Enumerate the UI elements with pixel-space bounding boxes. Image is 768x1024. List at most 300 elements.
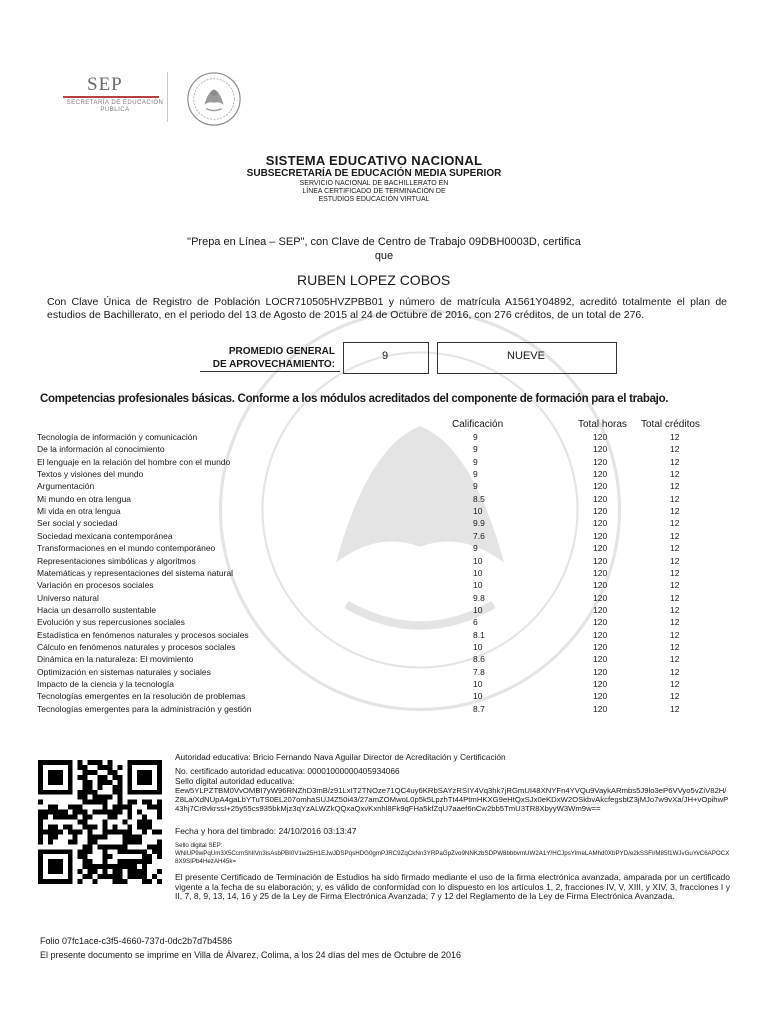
qr-module [88,869,93,874]
qr-module [147,879,152,884]
qr-module [137,839,142,844]
subject-credits: 12 [670,506,680,517]
qr-module [117,859,122,864]
qr-module [107,874,112,879]
qr-module [112,815,117,820]
subject-hours: 120 [593,469,608,480]
qr-module [68,815,73,820]
qr-module [73,829,78,834]
table-row [0,556,768,568]
qr-module [38,815,43,820]
sello-digital-text: Eew5YLPZTBM0VvOMBI7yW96RNZhD3mB/z91LxIT2TNOze71QC4uy6KRbSAYzRSIY4Vq3hk7jRGmUI48XNYFn4YVQu9VaykARmbs5J9lo3eP6VVyo5vZiV82H/Z8La/XdNUpA4gaLbYTuTS0EL207omhaSUJ4Z50i43/27amZOMwoL0p5k5LpzhTt44PtmHKXG9eHtQxSJx0eKDxW2OSkbvAkcfegsbtZ3jMJo7w9vXa/JH+vOpihwP43hj7Cr8vkrssI+25y55cs935bkMjz3qYzALWZkQQxaQxvKxnhl8Fk9qFHa5kfZqU7aaef6nCw2bb5TmU3TR8XbyyW3Wm9w== [175,786,729,813]
subject-name: Impacto de la ciencia y la tecnología [37,679,175,689]
table-row [0,704,768,716]
subject-name: Evolución y sus repercusiones sociales [37,617,185,628]
qr-module [78,805,83,810]
national-seal-icon [185,70,243,128]
qr-module [122,820,127,825]
qr-finder [137,770,152,785]
qr-module [88,864,93,869]
qr-module [78,760,83,765]
qr-module [127,805,132,810]
qr-module [132,859,137,864]
qr-module [112,824,117,829]
qr-module [102,820,107,825]
qr-module [38,824,43,829]
qr-module [142,859,147,864]
qr-module [142,824,147,829]
subject-name: Textos y visiones del mundo [37,469,144,480]
table-row [0,630,768,642]
qr-module [122,849,127,854]
table-row [0,667,768,679]
qr-module [68,824,73,829]
subject-name: Universo natural [37,592,99,603]
subject-hours: 120 [593,432,608,442]
qr-module [53,824,58,829]
qr-module [43,810,48,815]
qr-module [152,844,157,849]
qr-module [137,810,142,815]
qr-module [38,829,43,834]
subject-grade: 8.5 [473,493,485,504]
subject-credits: 12 [670,580,680,591]
qr-module [142,849,147,854]
qr-module [117,844,122,849]
qr-module [83,780,88,785]
average-words: NUEVE [507,350,545,362]
subject-name: Cálculo en fenómenos naturales y procesos sociales [37,641,236,652]
subject-name: Mi vida en otra lengua [37,506,121,517]
qr-module [68,839,73,844]
qr-module [117,810,122,815]
subject-grade: 6 [473,617,478,628]
qr-module [117,805,122,810]
qr-module [127,834,132,839]
qr-module [93,760,98,765]
qr-module [78,829,83,834]
certification-que: que [374,250,394,262]
qr-module [117,874,122,879]
qr-module [83,824,88,829]
subject-grade: 9 [473,481,478,492]
qr-module [93,864,98,869]
qr-module [107,795,112,800]
average-value: 9 [381,350,389,362]
qr-module [137,859,142,864]
qr-module [98,864,103,869]
qr-module [58,829,63,834]
document-subtitle: SUBSECRETARÍA DE EDUCACIÓN MEDIA SUPERIOR [246,168,502,179]
qr-module [137,820,142,825]
table-row [0,691,768,703]
qr-module [112,829,117,834]
subject-name: Optimización en sistemas naturales y sociales [37,666,211,677]
subject-grade: 9 [473,543,478,554]
qr-module [112,775,117,780]
qr-code [38,760,162,884]
subject-name: Sociedad mexicana contemporánea [37,530,173,541]
qr-module [73,834,78,839]
qr-module [83,820,88,825]
qr-module [63,824,68,829]
qr-module [48,810,53,815]
subject-hours: 120 [593,629,608,640]
subject-credits: 12 [670,567,680,578]
subject-grade: 7.8 [473,666,485,677]
subject-grade: 10 [473,506,483,517]
qr-module [137,824,142,829]
subject-hours: 120 [593,654,608,665]
qr-module [102,780,107,785]
subject-hours: 120 [593,518,608,529]
qr-module [102,869,107,874]
subject-grade: 10 [473,641,483,652]
print-location: El presente documento se imprime en Villa de Álvarez, Colima, a los 24 días del mes de Octubre de 2016 [40,950,462,960]
subject-hours: 120 [593,604,608,615]
subject-credits: 12 [670,654,680,665]
qr-module [93,770,98,775]
subject-name: Variación en procesos sociales [37,580,154,591]
qr-module [122,879,127,884]
qr-module [93,869,98,874]
subject-name: Representaciones simbólicas y algoritmos [37,555,196,566]
subject-credits: 12 [670,641,680,652]
qr-module [93,879,98,884]
subject-name: Matemáticas y representaciones del sistema natural [37,567,234,578]
qr-module [122,859,127,864]
qr-module [73,805,78,810]
qr-module [117,829,122,834]
qr-module [93,839,98,844]
qr-module [142,874,147,879]
competencias-heading: Competencias profesionales básicas. Conforme a los módulos acreditados del componente de formación para el trabajo. [40,393,669,405]
qr-module [78,869,83,874]
qr-module [78,854,83,859]
average-label [200,345,335,371]
qr-module [127,874,132,879]
qr-module [157,844,162,849]
qr-module [117,864,122,869]
qr-module [98,810,103,815]
qr-module [83,800,88,805]
qr-module [127,864,132,869]
table-row [0,531,768,543]
document-title: SISTEMA EDUCATIVO NACIONAL [265,153,483,168]
qr-module [88,839,93,844]
qr-module [122,839,127,844]
qr-module [127,815,132,820]
subject-grade: 7.6 [473,530,485,541]
sep-logo-subtitle: SECRETARÍA DE EDUCACIÓN PÚBLICA [66,100,164,113]
legal-notice: El presente Certificado de Terminación de Estudios ha sido firmado mediante el uso de la firma electrónica avanzada, amparada por un certificado vigente a la fecha de su elaboración; y, es válido de conformidad con lo dispuesto en los artículos 1, 2, fracciones IV, V, XIII, y XIV, 3, fracciones I y II, 7, 8, 9, 13, 14, 16 y 25 de la Ley de Firma Electrónica Avanzada; 7 y 12 del Reglamento de la Ley de Firma Electrónica Avanzada. [175,872,730,901]
subject-name: Tecnologías emergentes para la administración y gestión [37,703,252,714]
subject-credits: 12 [670,617,680,628]
qr-module [63,815,68,820]
qr-module [157,839,162,844]
qr-module [98,800,103,805]
subject-grade: 9 [473,456,478,467]
qr-module [117,849,122,854]
service-lines [0,180,758,204]
qr-module [83,770,88,775]
qr-module [98,765,103,770]
subject-grade: 10 [473,604,483,615]
qr-module [147,800,152,805]
qr-module [132,869,137,874]
qr-module [157,829,162,834]
subject-hours: 120 [593,493,608,504]
subject-hours: 120 [593,456,608,467]
subject-credits: 12 [670,629,680,640]
qr-module [83,795,88,800]
qr-module [83,815,88,820]
subject-credits: 12 [670,530,680,541]
sep-logo-bar [63,96,159,98]
qr-module [127,800,132,805]
subject-hours: 120 [593,506,608,517]
qr-module [73,839,78,844]
qr-module [78,765,83,770]
timbrado-date: Fecha y hora del timbrado: 24/10/2016 03:13:47 [175,826,357,836]
qr-module [83,785,88,790]
qr-module [88,815,93,820]
qr-module [102,810,107,815]
qr-module [137,834,142,839]
qr-module [88,800,93,805]
subject-grade: 9.9 [473,518,485,529]
qr-module [142,864,147,869]
qr-module [127,869,132,874]
table-row [0,679,768,691]
subject-hours: 120 [593,641,608,652]
qr-module [117,790,122,795]
qr-module [122,864,127,869]
qr-module [83,765,88,770]
qr-module [88,770,93,775]
qr-module [83,864,88,869]
qr-module [73,815,78,820]
qr-module [83,790,88,795]
subject-credits: 12 [670,469,680,480]
qr-module [132,839,137,844]
subject-grade: 9 [473,469,478,480]
qr-module [78,820,83,825]
qr-module [88,790,93,795]
subject-hours: 120 [593,666,608,677]
qr-module [157,800,162,805]
header-calificacion: Calificación [452,419,504,430]
qr-finder [48,859,63,874]
qr-module [43,815,48,820]
subject-hours: 120 [593,543,608,554]
qr-module [43,829,48,834]
qr-module [98,775,103,780]
qr-module [112,770,117,775]
qr-module [102,829,107,834]
average-label-line: DE APROVECHAMIENTO: [212,359,335,370]
sep-logo [55,72,165,122]
qr-module [93,824,98,829]
qr-module [88,844,93,849]
qr-module [78,810,83,815]
qr-module [127,810,132,815]
qr-module [38,800,43,805]
qr-module [102,874,107,879]
table-row [0,593,768,605]
qr-module [78,849,83,854]
table-row [0,605,768,617]
qr-module [38,820,43,825]
table-row [0,469,768,481]
qr-module [78,775,83,780]
qr-module [98,795,103,800]
qr-module [83,849,88,854]
qr-module [68,805,73,810]
qr-module [127,824,132,829]
qr-module [102,854,107,859]
subject-grade: 8.1 [473,629,485,640]
qr-module [58,810,63,815]
qr-module [88,829,93,834]
qr-module [117,785,122,790]
qr-finder [48,770,63,785]
subject-hours: 120 [593,679,608,689]
qr-module [102,849,107,854]
qr-module [53,815,58,820]
qr-module [88,874,93,879]
service-line: ESTUDIOS EDUCACIÓN VIRTUAL [318,196,430,203]
subject-hours: 120 [593,703,608,714]
qr-module [157,805,162,810]
qr-module [53,829,58,834]
qr-module [127,839,132,844]
qr-module [147,854,152,859]
service-line: SERVICIO NACIONAL DE BACHILLERATO EN [299,180,449,187]
qr-module [142,815,147,820]
folio: Folio 07fc1ace-c3f5-4660-737d-0dc2b7d7b4586 [40,936,233,946]
subject-name: Transformaciones en el mundo contemporáneo [37,543,216,554]
qr-module [98,834,103,839]
subject-credits: 12 [670,432,680,442]
header-total-creditos: Total créditos [641,419,700,430]
sep-logo-text: SEP [87,74,123,95]
qr-module [68,829,73,834]
qr-module [117,780,122,785]
qr-module [102,834,107,839]
qr-module [117,795,122,800]
table-row [0,543,768,555]
qr-module [102,795,107,800]
qr-module [107,844,112,849]
qr-module [147,820,152,825]
sello-digital-label: Sello digital autoridad educativa: [175,776,295,786]
qr-module [93,800,98,805]
qr-module [142,820,147,825]
subject-name: Hacia un desarrollo sustentable [37,604,157,615]
sello-sep-label: Sello digital SEP: [175,842,223,849]
subject-credits: 12 [670,543,680,554]
qr-module [38,810,43,815]
qr-module [102,864,107,869]
subject-credits: 12 [670,592,680,603]
subject-hours: 120 [593,617,608,628]
qr-module [142,879,147,884]
qr-module [88,859,93,864]
qr-module [142,800,147,805]
qr-module [38,834,43,839]
qr-module [107,864,112,869]
qr-module [88,834,93,839]
subject-grade: 10 [473,679,483,689]
table-row [0,654,768,666]
qr-module [83,844,88,849]
subject-grade: 10 [473,567,483,578]
qr-module [137,874,142,879]
table-row [0,432,768,444]
qr-module [83,810,88,815]
qr-module [107,810,112,815]
subject-name: De la información al conocimiento [37,444,165,455]
subject-credits: 12 [670,703,680,714]
header-total-horas: Total horas [578,419,627,430]
table-row [0,580,768,592]
qr-module [58,815,63,820]
qr-module [157,869,162,874]
qr-module [112,790,117,795]
qr-module [107,854,112,859]
subject-credits: 12 [670,518,680,529]
qr-module [122,829,127,834]
qr-module [107,815,112,820]
table-row [0,506,768,518]
table-row [0,568,768,580]
qr-module [98,760,103,765]
subject-grade: 10 [473,580,483,591]
qr-module [102,805,107,810]
subject-credits: 12 [670,481,680,492]
qr-module [122,834,127,839]
qr-module [157,849,162,854]
qr-module [107,765,112,770]
qr-module [93,834,98,839]
table-row [0,642,768,654]
qr-module [142,854,147,859]
subject-hours: 120 [593,444,608,455]
subject-name: El lenguaje en la relación del hombre con el mundo [37,456,231,467]
qr-module [147,805,152,810]
subject-grade: 10 [473,691,483,702]
qr-module [147,844,152,849]
qr-module [142,829,147,834]
qr-module [78,790,83,795]
qr-module [83,874,88,879]
subject-name: Ser social y sociedad [37,518,118,529]
student-name: RUBEN LOPEZ COBOS [297,272,451,288]
qr-module [132,834,137,839]
qr-module [157,879,162,884]
subject-credits: 12 [670,456,680,467]
qr-module [127,849,132,854]
qr-module [102,765,107,770]
certificate-number: No. certificado autoridad educativa: 00001000000405934066 [175,766,400,776]
qr-module [88,780,93,785]
qr-module [38,839,43,844]
qr-module [93,795,98,800]
table-row [0,457,768,469]
subject-name: Dinámica en la naturaleza: El movimiento [37,654,194,665]
qr-module [102,824,107,829]
